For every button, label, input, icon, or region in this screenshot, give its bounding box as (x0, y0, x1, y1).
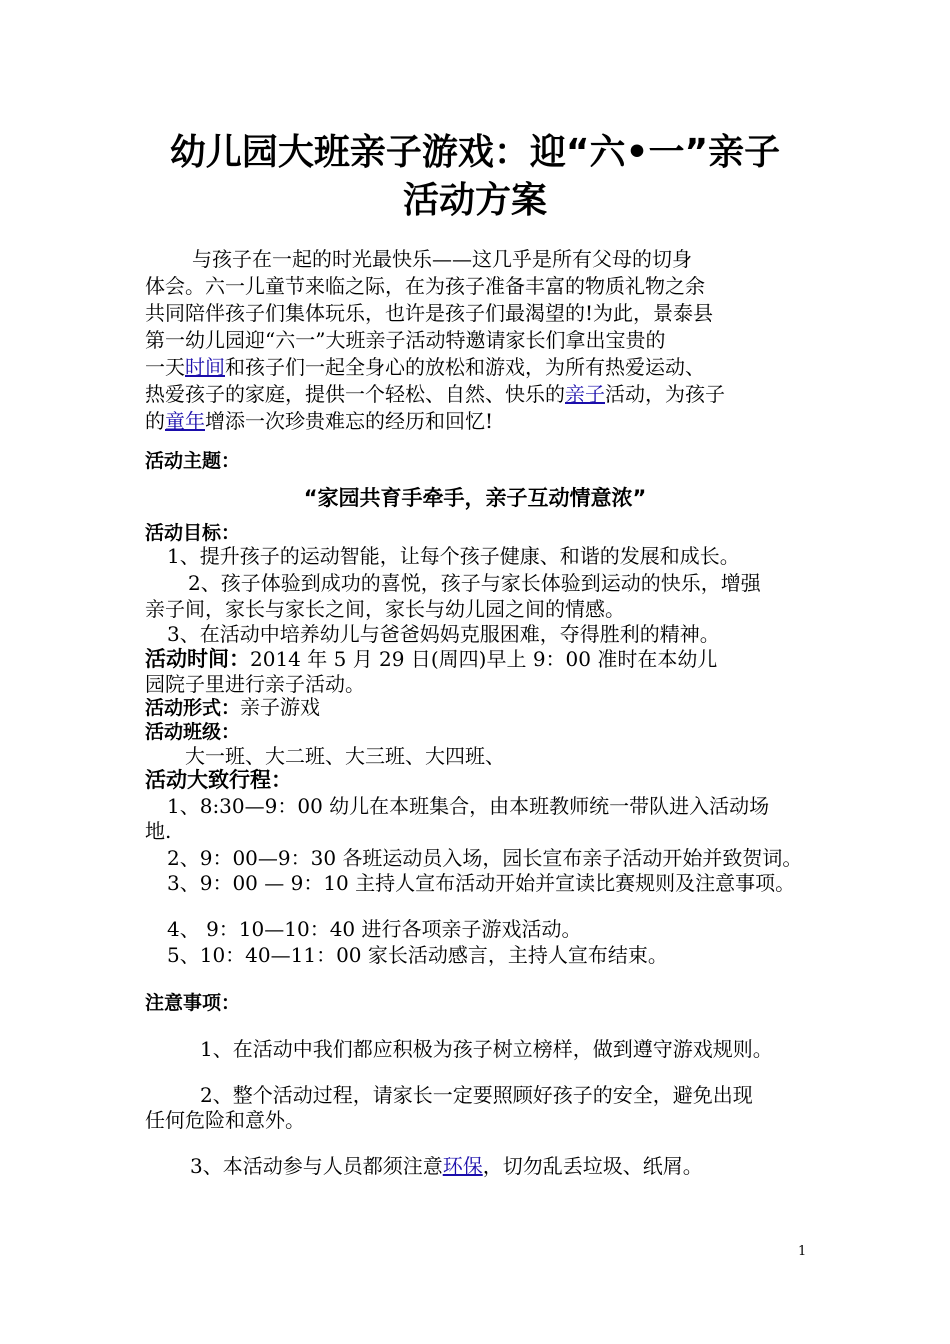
schedule-item: 5、10：40—11：00 家长活动感言，主持人宣布结束。 (167, 943, 668, 967)
classes-heading: 活动班级： (145, 721, 241, 743)
note-item (190, 1153, 870, 1180)
theme-slogan: “家园共育手牵手，亲子互动情意浓” (303, 486, 647, 510)
schedule-item: 1、8:30—9：00 幼儿在本班集合，由本班教师统一带队进入活动场 (167, 794, 770, 818)
time-line (145, 646, 825, 673)
goal-item: 1、提升孩子的运动智能，让每个孩子健康、和谐的发展和成长。 (167, 544, 740, 568)
note-item: 1、在活动中我们都应积极为孩子树立榜样，做到遵守游戏规则。 (200, 1037, 773, 1061)
goal-item: 3、在活动中培养幼儿与爸爸妈妈克服困难，夺得胜利的精神。 (167, 622, 720, 646)
doc-title-line1: 幼儿园大班亲子游戏：迎“六•一”亲子 (169, 132, 781, 173)
time-label: 活动时间： (145, 647, 250, 671)
schedule-heading: 活动大致行程： (145, 768, 292, 792)
intro-line: 第一幼儿园迎“六一”大班亲子活动特邀请家长们拿出宝贵的 (145, 328, 666, 352)
note-text: ，切勿乱丢垃圾、纸屑。 (482, 1154, 703, 1178)
note-item: 任何危险和意外。 (145, 1108, 305, 1132)
intro-line: 共同陪伴孩子们集体玩乐，也许是孩子们最渴望的!为此，景泰县 (145, 301, 714, 325)
schedule-item: 4、 9：10—10：40 进行各项亲子游戏活动。 (167, 917, 582, 941)
goal-item: 2、孩子体验到成功的喜悦，孩子与家长体验到运动的快乐，增强 (188, 571, 761, 595)
classes-value: 大一班、大二班、大三班、大四班、 (185, 744, 505, 768)
link-environment[interactable]: 环保 (442, 1154, 483, 1178)
schedule-item: 3、9：00 — 9：10 主持人宣布活动开始并宣读比赛规则及注意事项。 (167, 871, 796, 895)
intro-text: 的 (145, 409, 165, 433)
form-value: 亲子游戏 (240, 695, 321, 719)
link-time[interactable]: 时间 (185, 355, 225, 379)
time-value-cont: 园院子里进行亲子活动。 (145, 672, 365, 696)
goal-item: 亲子间，家长与家长之间，家长与幼儿园之间的情感。 (145, 597, 625, 621)
intro-text: 活动，为孩子 (605, 382, 725, 406)
intro-line (145, 354, 825, 381)
schedule-item: 2、9：00—9：30 各班运动员入场，园长宣布亲子活动开始并致贺词。 (167, 846, 803, 870)
notes-heading: 注意事项： (145, 992, 241, 1014)
theme-heading: 活动主题： (145, 450, 241, 472)
link-childhood[interactable]: 童年 (165, 409, 205, 433)
intro-line: 与孩子在一起的时光最快乐——这几乎是所有父母的切身 (192, 247, 692, 271)
doc-title-line2: 活动方案 (402, 180, 547, 221)
intro-text: 和孩子们一起全身心的放松和游戏，为所有热爱运动、 (225, 355, 705, 379)
link-parent-child[interactable]: 亲子 (565, 382, 605, 406)
note-text: 3、本活动参与人员都须注意 (190, 1154, 443, 1178)
note-item: 2、整个活动过程，请家长一定要照顾好孩子的安全，避免出现 (200, 1083, 753, 1107)
form-line (145, 694, 825, 722)
intro-text: 热爱孩子的家庭，提供一个轻松、自然、快乐的 (145, 382, 565, 406)
intro-text: 一天 (145, 355, 185, 379)
time-value: 2014 年 5 月 29 日(周四)早上 9：00 准时在本幼儿 (250, 647, 718, 671)
goals-heading: 活动目标： (145, 522, 241, 544)
page-number: 1 (798, 1244, 807, 1259)
intro-line (145, 381, 825, 408)
intro-line (145, 408, 825, 435)
schedule-item: 地. (145, 819, 172, 843)
intro-line: 体会。六一儿童节来临之际，在为孩子准备丰富的物质礼物之余 (145, 274, 705, 298)
intro-text: 增添一次珍贵难忘的经历和回忆! (205, 409, 494, 433)
form-label: 活动形式： (145, 697, 241, 719)
